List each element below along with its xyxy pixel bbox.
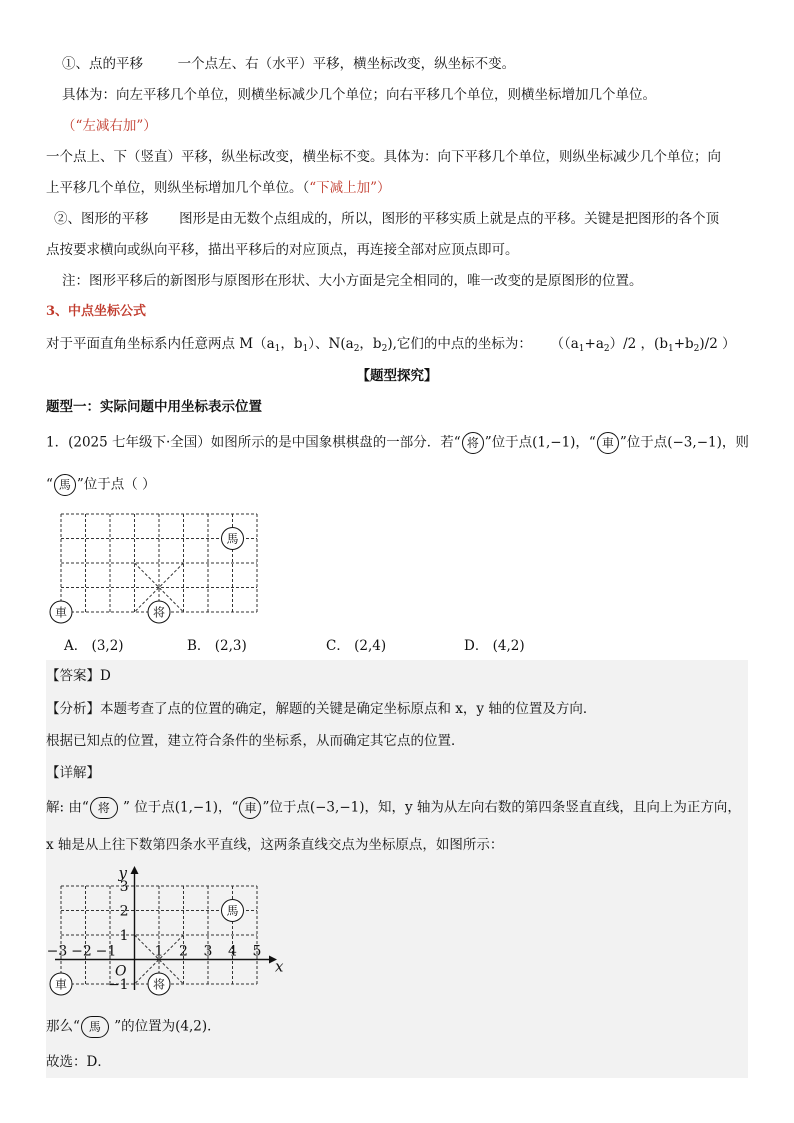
sub: 2 — [353, 344, 360, 354]
option-value: (3,2) — [91, 638, 124, 654]
question-prefix2: “ — [46, 476, 53, 493]
formula-c: ）/2 ，(b — [609, 336, 668, 352]
midpoint-heading: 3、中点坐标公式 — [46, 304, 147, 319]
conclusion-text-b: ”的位置为(4,2)． — [109, 1018, 221, 1035]
option-key: C． — [326, 638, 350, 654]
jiang-piece: 将 — [152, 605, 166, 620]
sub: 2 — [693, 344, 700, 354]
y-tick-label: 3 — [119, 879, 129, 895]
midpoint-text-c: ）、N(a — [308, 336, 354, 352]
y-axis-arrow — [131, 866, 139, 874]
jiang-piece: 将 — [90, 797, 118, 819]
question-line2 — [46, 474, 156, 496]
option-b[interactable] — [187, 636, 247, 656]
x-tick-label: −3 — [46, 943, 68, 960]
y-tick-label: 2 — [119, 903, 129, 920]
x-tick-label: 2 — [179, 943, 188, 960]
question-prefix: 1．(2025 七年级下·全国）如图所示的是中国象棋棋盘的一部分．若“ — [46, 434, 461, 451]
question-line1 — [46, 432, 749, 454]
sub: 1 — [274, 344, 281, 354]
midpoint-formula — [550, 336, 735, 352]
sub: 1 — [578, 344, 585, 354]
x-tick-label: −1 — [95, 943, 117, 960]
analysis-line2: 根据已知点的位置，建立符合条件的坐标系，从而确定其它点的位置． — [46, 733, 465, 749]
formula-d: +b — [673, 336, 694, 352]
x-tick-label: 5 — [252, 943, 262, 960]
formula-b: +a — [584, 336, 604, 352]
question-mid1: ”位于点(1,−1)，“ — [484, 434, 596, 451]
sub: 2 — [603, 344, 610, 354]
sub: 1 — [667, 344, 674, 354]
x-tick-label: −2 — [71, 943, 92, 960]
ma-piece: 馬 — [54, 474, 76, 496]
detail-line1 — [46, 797, 741, 819]
option-c[interactable] — [326, 636, 386, 656]
origin-label: O — [115, 963, 127, 980]
option-d[interactable] — [464, 636, 525, 656]
midpoint-text-e: ),它们的中点的坐标为： — [387, 336, 532, 352]
detail-text-a: 解: 由“ — [46, 799, 89, 816]
type-heading: 题型一：实际问题中用坐标表示位置 — [46, 399, 262, 415]
jiang-piece: 将 — [152, 977, 166, 992]
option-value: (2,4) — [354, 638, 387, 654]
y-tick-label: −1 — [107, 977, 129, 993]
ju-piece: 車 — [54, 977, 68, 992]
midpoint-formula-line — [46, 334, 736, 359]
question-suffix2: ”位于点（ ） — [76, 476, 156, 493]
conclusion-text-a: 那么“ — [46, 1018, 80, 1035]
point-translation-detail: 具体为：向左平移几个单位，则横坐标减少几个单位；向右平移几个单位，则横坐标增加几个单位。 — [62, 87, 656, 103]
rule-down-minus-up-plus: “下减上加”） — [309, 180, 391, 196]
x-tick-label: 1 — [154, 943, 164, 960]
point-translation-desc: 一个点左、右（水平）平移，横坐标改变，纵坐标不变。 — [177, 56, 516, 72]
coordinate-chessboard-figure — [44, 860, 294, 1000]
y-tick-label: 1 — [119, 928, 129, 944]
ma-piece: 馬 — [81, 1016, 109, 1038]
final-answer: 故选：D． — [46, 1054, 111, 1070]
vertical-translation-line1: 一个点上、下（竖直）平移，纵坐标改变，横坐标不变。具体为：向下平移几个单位，则纵坐标减少几个单位；向 — [46, 149, 721, 165]
option-key: A． — [64, 638, 88, 654]
chessboard-figure — [44, 508, 268, 628]
question-mid2: ”位于点(−3,−1)，则 — [619, 434, 749, 451]
jiang-piece: 将 — [462, 432, 484, 454]
formula-a: （（a — [550, 336, 579, 352]
sub: 2 — [381, 344, 388, 354]
ma-piece: 馬 — [226, 532, 239, 546]
detail-line2: x 轴是从上往下数第四条水平直线，这两条直线交点为坐标原点，如图所示： — [46, 837, 504, 853]
midpoint-text-d: ，b — [359, 336, 382, 352]
y-axis-label: y — [118, 864, 127, 882]
shape-translation-line — [54, 209, 719, 229]
translation-note: 注：图形平移后的新图形与原图形在形状、大小方面是完全相同的，唯一改变的是原图形的位置。 — [62, 273, 643, 289]
vertical-translation-text: 上平移几个单位，则纵坐标增加几个单位。（ — [46, 180, 310, 196]
detail-text-b: ” 位于点(1,−1)，“ — [118, 799, 239, 816]
sub: 1 — [302, 344, 309, 354]
x-tick-label: 3 — [203, 943, 213, 960]
analysis-line1: 【分析】本题考查了点的位置的确定，解题的关键是确定坐标原点和 x，y 轴的位置及方向． — [46, 701, 597, 717]
answer-label: 【答案】D — [46, 668, 111, 684]
vertical-translation-line2 — [46, 178, 391, 198]
explore-title: 【题型探究】 — [356, 368, 438, 384]
option-a[interactable] — [64, 636, 124, 656]
option-value: (4,2) — [492, 638, 525, 654]
ju-piece: 車 — [597, 432, 619, 454]
point-translation-line — [62, 54, 515, 74]
midpoint-text-b: ，b — [280, 336, 303, 352]
option-key: D． — [464, 638, 489, 654]
shape-translation-label: ②、图形的平移 — [54, 211, 149, 227]
ju-piece: 車 — [239, 797, 261, 819]
ma-piece: 馬 — [226, 904, 239, 918]
ju-piece: 車 — [54, 605, 68, 620]
formula-e: )/2 ） — [699, 336, 736, 352]
x-axis-label: x — [275, 957, 284, 976]
point-translation-label: ①、点的平移 — [62, 56, 143, 72]
shape-translation-desc: 图形是由无数个点组成的，所以，图形的平移实质上就是点的平移。关键是把图形的各个顶 — [179, 211, 720, 227]
x-tick-label: 4 — [228, 943, 237, 960]
option-value: (2,3) — [214, 638, 247, 654]
midpoint-text-a: 对于平面直角坐标系内任意两点 M（a — [46, 336, 275, 352]
option-key: B． — [187, 638, 211, 654]
shape-translation-desc2: 点按要求横向或纵向平移，描出平移后的对应顶点，再连接全部对应顶点即可。 — [46, 242, 519, 258]
conclusion-line — [46, 1016, 221, 1038]
detail-label: 【详解】 — [46, 765, 100, 781]
detail-text-c: ”位于点(−3,−1)，知，y 轴为从左向右数的第四条竖直直线，且向上为正方向， — [262, 799, 741, 816]
rule-left-minus-right-plus: （“左减右加”） — [62, 118, 157, 134]
